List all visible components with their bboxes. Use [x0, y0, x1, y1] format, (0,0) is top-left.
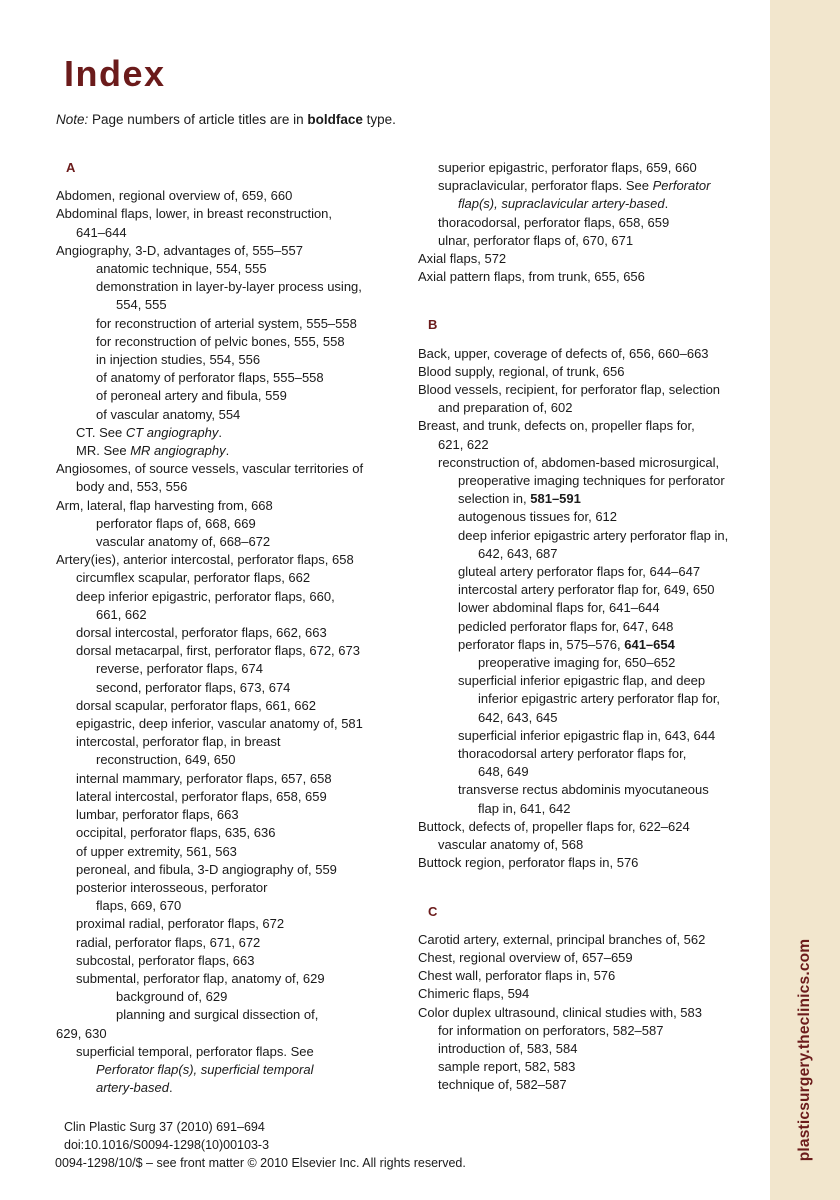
index-entry: 554, 555	[116, 297, 167, 313]
index-entry: submental, perforator flap, anatomy of, 629	[76, 970, 325, 986]
note-bold-word: boldface	[307, 112, 363, 127]
index-entry: Axial flaps, 572	[418, 251, 507, 267]
index-entry: technique of, 582–587	[438, 1077, 567, 1093]
note-text-2: type.	[362, 112, 396, 127]
index-entry: of vascular anatomy, 554	[96, 406, 241, 422]
index-entry: for reconstruction of pelvic bones, 555, 558	[96, 333, 345, 349]
index-entry: Abdomen, regional overview of, 659, 660	[56, 188, 293, 204]
index-entry: perforator flaps of, 668, 669	[96, 515, 256, 531]
index-entry: Back, upper, coverage of defects of, 656, 660–663	[418, 345, 709, 361]
index-entry: MR. See MR angiography.	[76, 443, 230, 459]
entries-list-a	[56, 187, 406, 1097]
index-entry: background of, 629	[116, 989, 228, 1005]
index-entry: intercostal artery perforator flap for, 649, 650	[458, 582, 715, 598]
index-entry: 648, 649	[478, 764, 529, 780]
index-entry: and preparation of, 602	[438, 400, 573, 416]
section-letter-c: C	[428, 903, 438, 919]
index-entry: 629, 630	[56, 1025, 107, 1041]
footer-citation: Clin Plastic Surg 37 (2010) 691–694	[64, 1120, 265, 1134]
index-entry: occipital, perforator flaps, 635, 636	[76, 825, 276, 841]
index-entry: superior epigastric, perforator flaps, 659, 660	[438, 160, 697, 175]
index-entry: Axial pattern flaps, from trunk, 655, 656	[418, 269, 645, 285]
index-entry: flap in, 641, 642	[478, 800, 571, 816]
index-entry: demonstration in layer-by-layer process using,	[96, 279, 362, 295]
index-entry: subcostal, perforator flaps, 663	[76, 952, 255, 968]
index-entry: body and, 553, 556	[76, 479, 188, 495]
index-entry: in injection studies, 554, 556	[96, 352, 261, 368]
index-entry: lateral intercostal, perforator flaps, 658, 659	[76, 788, 327, 804]
index-entry: lumbar, perforator flaps, 663	[76, 807, 239, 823]
index-entry: pedicled perforator flaps for, 647, 648	[458, 618, 674, 634]
index-entry: Blood vessels, recipient, for perforator flap, selection	[418, 382, 721, 398]
index-entry: thoracodorsal, perforator flaps, 658, 659	[438, 214, 670, 230]
footer-doi: doi:10.1016/S0094-1298(10)00103-3	[64, 1138, 270, 1153]
index-entry: planning and surgical dissection of,	[116, 1007, 319, 1023]
index-entry: Chest, regional overview of, 657–659	[418, 949, 633, 965]
index-entry: thoracodorsal artery perforator flaps for,	[458, 746, 687, 762]
index-entry: of peroneal artery and fibula, 559	[96, 388, 287, 404]
index-entry: CT. See CT angiography.	[76, 424, 222, 440]
footer-rights: 0094-1298/10/$ – see front matter © 2010 Elsevier Inc. All rights reserved.	[55, 1156, 466, 1171]
index-entry: deep inferior epigastric artery perforator flap in,	[458, 527, 729, 543]
index-entry: second, perforator flaps, 673, 674	[96, 679, 291, 695]
index-entry: Breast, and trunk, defects on, propeller flaps for,	[418, 418, 695, 434]
index-entry: peroneal, and fibula, 3-D angiography of, 559	[76, 861, 337, 877]
entries-list-b	[418, 345, 763, 873]
index-entry: Angiography, 3-D, advantages of, 555–557	[56, 242, 303, 258]
index-entry: transverse rectus abdominis myocutaneous	[458, 782, 709, 798]
index-entry: for information on perforators, 582–587	[438, 1022, 664, 1038]
index-entry: reconstruction, 649, 650	[96, 752, 236, 768]
index-entry: internal mammary, perforator flaps, 657, 658	[76, 770, 332, 786]
index-entry: Blood supply, regional, of trunk, 656	[418, 363, 625, 379]
index-entry: Perforator flap(s), superficial temporal	[96, 1061, 314, 1077]
note-label: Note:	[56, 112, 89, 127]
entries-list-a-continued	[418, 159, 763, 286]
index-entry: intercostal, perforator flap, in breast	[76, 734, 281, 750]
section-letter-b: B	[428, 317, 438, 333]
index-entry: superficial temporal, perforator flaps. See	[76, 1043, 314, 1059]
index-entry: vascular anatomy of, 668–672	[96, 534, 271, 550]
index-entry: Buttock region, perforator flaps in, 576	[418, 855, 639, 871]
index-entry: epigastric, deep inferior, vascular anatomy of, 581	[76, 716, 363, 732]
index-entry: anatomic technique, 554, 555	[96, 261, 267, 276]
entries-list-c	[418, 931, 763, 1095]
index-entry: Buttock, defects of, propeller flaps for, 622–624	[418, 818, 690, 834]
index-entry: circumflex scapular, perforator flaps, 662	[76, 570, 311, 586]
index-entry: for reconstruction of arterial system, 555–558	[96, 315, 357, 331]
index-entry: Chest wall, perforator flaps in, 576	[418, 968, 616, 984]
index-entry: preoperative imaging techniques for perforator	[458, 473, 725, 489]
index-entry: flaps, 669, 670	[96, 898, 182, 914]
index-entry: gluteal artery perforator flaps for, 644–647	[458, 564, 701, 580]
index-entry: dorsal intercostal, perforator flaps, 662, 663	[76, 625, 327, 641]
index-entry: 642, 643, 645	[478, 709, 558, 725]
index-entry: Artery(ies), anterior intercostal, perforator flaps, 658	[56, 552, 354, 568]
page-footer	[55, 1118, 466, 1173]
index-entry: dorsal metacarpal, first, perforator flaps, 672, 673	[76, 643, 360, 659]
index-entry: inferior epigastric artery perforator flap for,	[478, 691, 721, 707]
index-entry: deep inferior epigastric, perforator flaps, 660,	[76, 588, 335, 604]
index-note	[56, 112, 396, 128]
index-column-left	[56, 159, 406, 1097]
index-entry: preoperative imaging for, 650–652	[478, 655, 676, 671]
index-entry: flap(s), supraclavicular artery-based.	[458, 196, 669, 212]
index-entry: of anatomy of perforator flaps, 555–558	[96, 370, 324, 386]
index-entry: 641–644	[76, 224, 127, 240]
index-entry: perforator flaps in, 575–576, 641–654	[458, 636, 675, 652]
index-entry: Abdominal flaps, lower, in breast reconstruction,	[56, 206, 333, 222]
index-entry: selection in, 581–591	[458, 491, 581, 507]
index-entry: Angiosomes, of source vessels, vascular territories of	[56, 461, 364, 477]
index-entry: of upper extremity, 561, 563	[76, 843, 237, 859]
index-entry: artery-based.	[96, 1080, 173, 1096]
index-entry: Chimeric flaps, 594	[418, 986, 530, 1002]
index-entry: 642, 643, 687	[478, 545, 558, 561]
index-entry: 661, 662	[96, 606, 147, 622]
index-entry: introduction of, 583, 584	[438, 1040, 578, 1056]
index-entry: superficial inferior epigastric flap, and deep	[458, 673, 706, 689]
index-entry: Carotid artery, external, principal branches of, 562	[418, 931, 706, 947]
index-entry: sample report, 582, 583	[438, 1059, 576, 1075]
index-entry: lower abdominal flaps for, 641–644	[458, 600, 660, 616]
index-column-right	[418, 159, 763, 1095]
index-entry: proximal radial, perforator flaps, 672	[76, 916, 285, 932]
journal-url[interactable]: plasticsurgery.theclinics.com	[796, 938, 813, 1162]
note-text-1: Page numbers of article titles are in	[88, 112, 308, 127]
index-entry: posterior interosseous, perforator	[76, 879, 268, 895]
index-entry: autogenous tissues for, 612	[458, 509, 618, 525]
index-entry: Arm, lateral, flap harvesting from, 668	[56, 497, 273, 513]
index-entry: 621, 622	[438, 436, 489, 452]
index-entry: dorsal scapular, perforator flaps, 661, 662	[76, 697, 316, 713]
index-entry: supraclavicular, perforator flaps. See Perforator	[438, 178, 711, 194]
index-entry: superficial inferior epigastric flap in, 643, 644	[458, 727, 716, 743]
section-letter-a: A	[66, 160, 76, 175]
index-entry: reverse, perforator flaps, 674	[96, 661, 263, 677]
page-title: Index	[64, 53, 166, 94]
index-entry: ulnar, perforator flaps of, 670, 671	[438, 232, 634, 248]
index-entry: vascular anatomy of, 568	[438, 837, 584, 853]
index-entry: Color duplex ultrasound, clinical studies with, 583	[418, 1004, 702, 1020]
index-entry: reconstruction of, abdomen-based microsurgical,	[438, 454, 720, 470]
index-entry: radial, perforator flaps, 671, 672	[76, 934, 261, 950]
